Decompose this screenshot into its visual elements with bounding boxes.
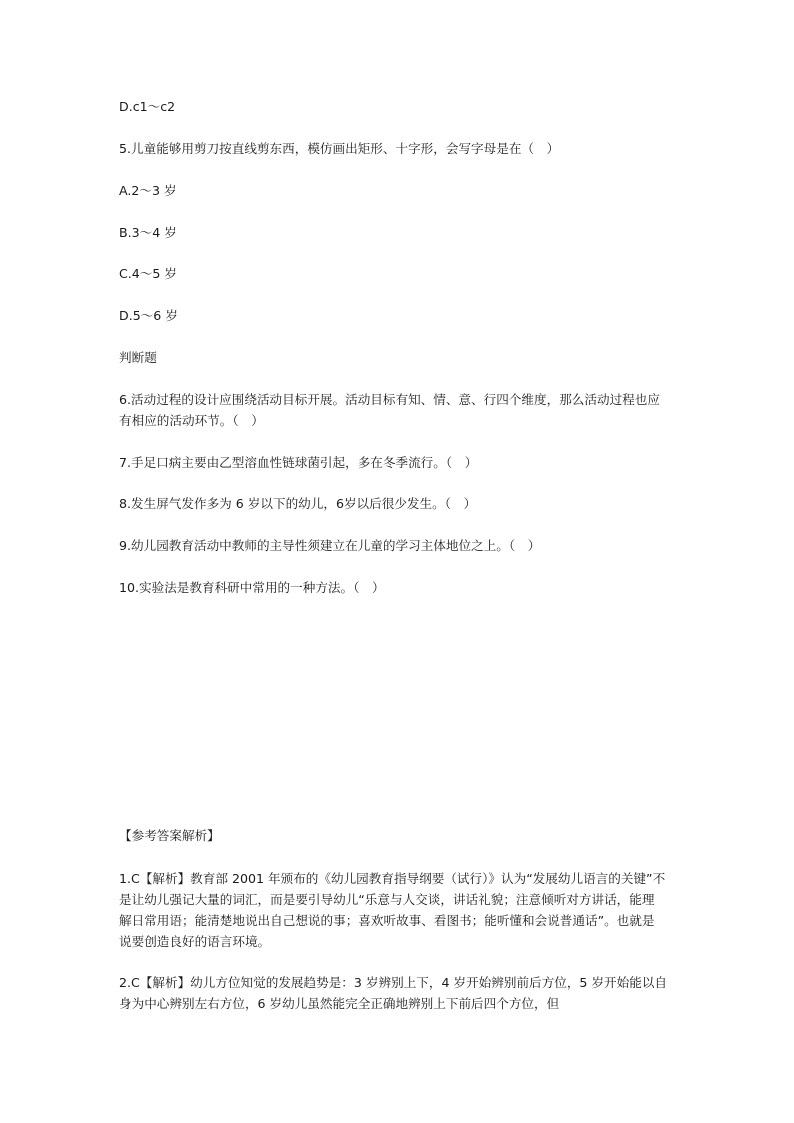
- judgement-item-10: 10.实验法是教育科研中常用的一种方法。（ ）: [119, 580, 385, 595]
- answer-1: 1.C【解析】教育部 2001 年颁布的《幼儿园教育指导纲要（试行）》认为“发展幼儿语言的关键”不是让幼儿强记大量的词汇，而是要引导幼儿“乐意与人交谈，讲话礼貌；注意倾听对方讲话，能理解日常用语；能清楚地说出自己想说的事；喜欢听故事、看图书；能听懂和会说普通话”。也就是说要创造良好的语言环境。: [119, 871, 666, 949]
- answer-2: 2.C【解析】幼儿方位知觉的发展趋势是：3 岁辨别上下，4 岁开始辨别前后方位，5 岁开始能以自身为中心辨别左右方位，6 岁幼儿虽然能完全正确地辨别上下前后四个方位，但: [119, 975, 668, 1011]
- option-d: D.5～6 岁: [119, 308, 178, 323]
- section-heading-judgement: 判断题: [119, 350, 157, 365]
- judgement-item-6: 6.活动过程的设计应围绕活动目标开展。活动目标有知、情、意、行四个维度，那么活动过程也应有相应的活动环节。（ ）: [119, 392, 660, 428]
- option-d-previous: D.c1～c2: [119, 99, 176, 114]
- question-5: 5.儿童能够用剪刀按直线剪东西，模仿画出矩形、十字形，会写字母是在（ ）: [119, 141, 560, 156]
- option-a: A.2～3 岁: [119, 183, 177, 198]
- option-b: B.3～4 岁: [119, 225, 177, 240]
- judgement-item-9: 9.幼儿园教育活动中教师的主导性须建立在儿童的学习主体地位之上。（ ）: [119, 538, 541, 553]
- judgement-item-8: 8.发生屏气发作多为 6 岁以下的幼儿，6岁以后很少发生。（ ）: [119, 496, 477, 511]
- answers-heading: 【参考答案解析】: [119, 828, 220, 843]
- option-c: C.4～5 岁: [119, 266, 178, 281]
- judgement-item-7: 7.手足口病主要由乙型溶血性链球菌引起，多在冬季流行。（ ）: [119, 455, 478, 470]
